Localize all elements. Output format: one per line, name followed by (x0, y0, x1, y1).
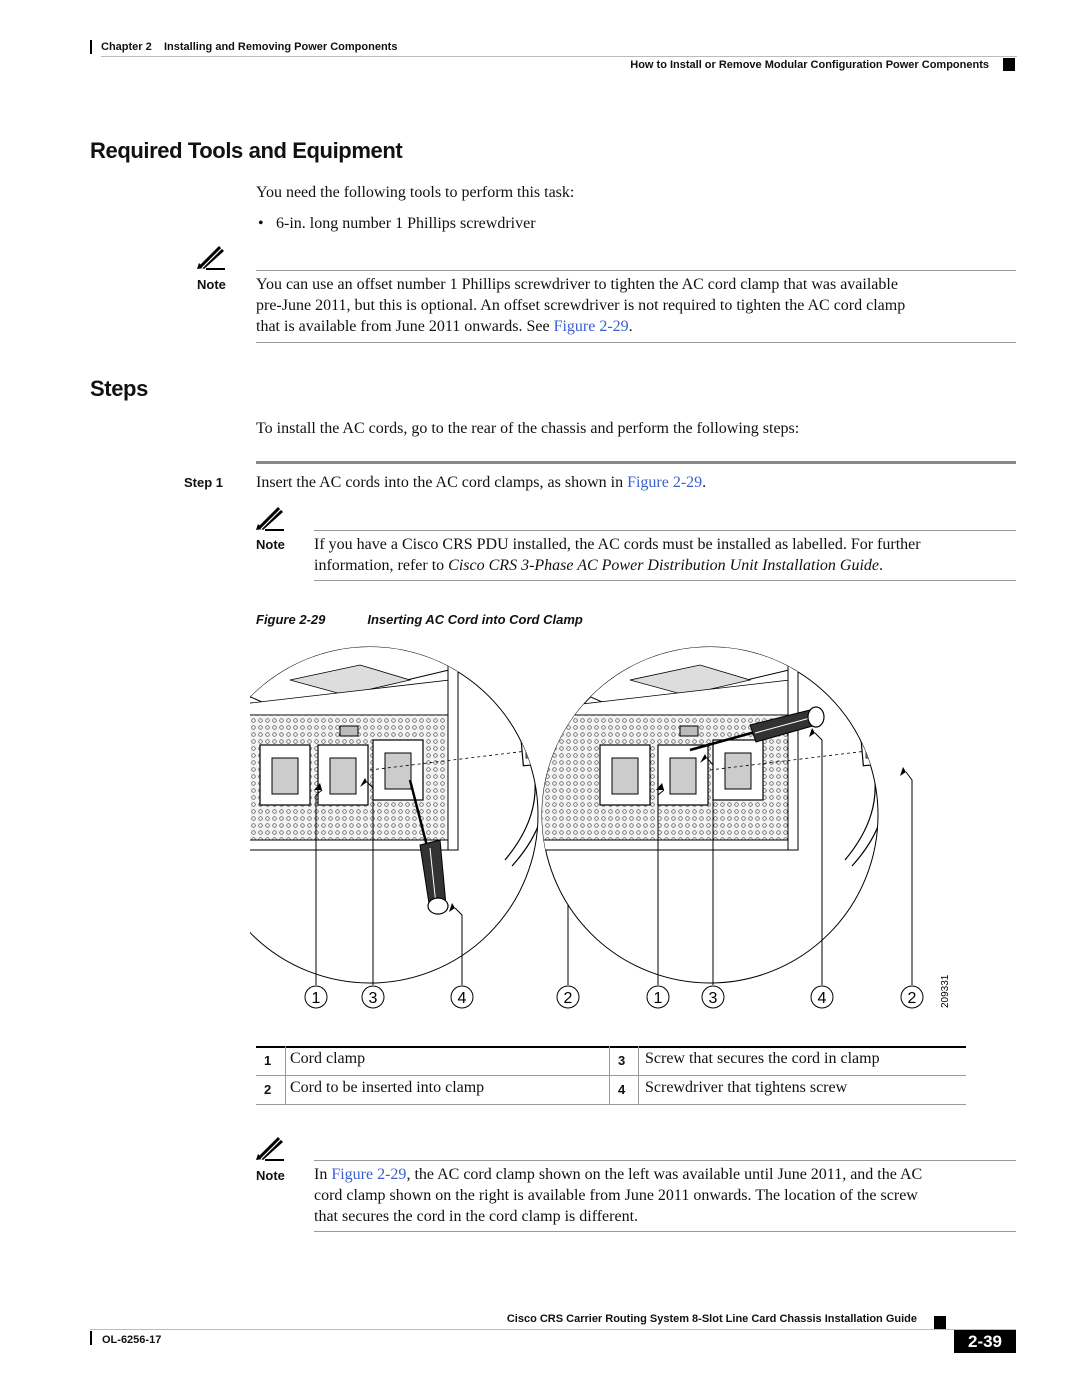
steps-intro: To install the AC cords, go to the rear of the chassis and perform the following steps: (256, 420, 800, 437)
note3-bottom-rule (314, 1231, 1016, 1232)
note3-top-rule (314, 1160, 1016, 1161)
figure-illustration (250, 640, 970, 1025)
note3-text (314, 1164, 1016, 1227)
header-chapter (101, 41, 397, 53)
legend-text: Screw that secures the cord in clamp (645, 1050, 880, 1067)
step1-label: Step 1 (184, 475, 224, 490)
header-section: How to Install or Remove Modular Configuration Power Components (630, 59, 989, 71)
figure-title: Inserting AC Cord into Cord Clamp (367, 612, 583, 627)
left-detail-view (250, 640, 568, 985)
callout-3: 3 (708, 990, 718, 1007)
note1-top-rule (256, 270, 1016, 271)
step1-top-rule (256, 461, 1016, 464)
callout-2: 2 (563, 990, 573, 1007)
note2-text (314, 534, 1016, 576)
legend-num: 2 (264, 1082, 272, 1097)
guide-title-italic: Cisco CRS 3-Phase AC Power Distribution Unit Installation Guide (448, 557, 879, 574)
header-square (1003, 58, 1015, 71)
legend-top-rule (256, 1046, 966, 1048)
chapter-number: Chapter 2 (101, 41, 152, 53)
legend-num: 1 (264, 1053, 272, 1068)
note1-line3: that is available from June 2011 onwards. See Figure 2-29. (256, 318, 633, 335)
note3-line1: In Figure 2-29, the AC cord clamp shown on the left was available until June 2011, and the AC (314, 1166, 923, 1183)
step1-text: Insert the AC cords into the AC cord clamps, as shown in Figure 2-29. (256, 474, 707, 491)
bullet-text: 6-in. long number 1 Phillips screwdriver (276, 215, 536, 232)
footer-doc-number: OL-6256-17 (102, 1334, 162, 1346)
callout-4: 4 (457, 990, 467, 1007)
legend-text: Screwdriver that tightens screw (645, 1079, 848, 1096)
footer-square (934, 1316, 946, 1329)
page-number: 2-39 (954, 1330, 1016, 1353)
figure-label: Figure 2-29 (256, 612, 326, 627)
figure-caption (256, 612, 583, 627)
note2-line2: information, refer to Cisco CRS 3-Phase AC Power Distribution Unit Installation Guide. (314, 557, 883, 574)
callout-1: 1 (311, 990, 321, 1007)
tools-bullet-item (258, 213, 536, 234)
callout-1: 1 (653, 990, 663, 1007)
figure-link[interactable]: Figure 2-29 (627, 474, 703, 491)
legend-text: Cord clamp (290, 1050, 366, 1067)
legend-num: 3 (618, 1053, 626, 1068)
callout-2: 2 (907, 990, 917, 1007)
figure-link[interactable]: Figure 2-29 (331, 1166, 407, 1183)
footer-rule (90, 1329, 1016, 1330)
legend-num: 4 (618, 1082, 626, 1097)
header-rule (101, 56, 1017, 57)
footer-left-bar (90, 1331, 92, 1345)
chapter-title: Installing and Removing Power Components (163, 41, 398, 53)
right-detail-view (530, 640, 912, 985)
note2-label: Note (256, 537, 285, 552)
bullet-dot: • (258, 215, 264, 232)
footer-guide-title: Cisco CRS Carrier Routing System 8-Slot Line Card Chassis Installation Guide (506, 1313, 917, 1325)
legend-bottom-rule (256, 1104, 966, 1105)
note2-bottom-rule (314, 580, 1016, 581)
figure-link[interactable]: Figure 2-29 (553, 318, 629, 335)
note2-line1: If you have a Cisco CRS PDU installed, the AC cords must be installed as labelled. For further (314, 536, 921, 553)
tools-intro: You need the following tools to perform this task: (256, 184, 575, 201)
callout-4: 4 (817, 990, 827, 1007)
note3-label: Note (256, 1168, 285, 1183)
cord-clamp-diagram (250, 640, 970, 1020)
note1-line1: You can use an offset number 1 Phillips screwdriver to tighten the AC cord clamp that was available (256, 276, 898, 293)
legend-row-rule (256, 1075, 966, 1076)
note3-line2: cord clamp shown on the right is available from June 2011 onwards. The location of the screw (314, 1187, 918, 1204)
note2-top-rule (314, 530, 1016, 531)
section-heading-tools: Required Tools and Equipment (90, 138, 403, 163)
note1-label: Note (197, 277, 226, 292)
note1-bottom-rule (256, 342, 1016, 343)
note1-line2: pre-June 2011, but this is optional. An offset screwdriver is not required to tighten the AC cord clamp (256, 297, 906, 314)
callout-3: 3 (368, 990, 378, 1007)
note3-line3: that secures the cord in the cord clamp is different. (314, 1208, 639, 1225)
note1-text (256, 274, 1016, 337)
note-pencil-icon (196, 242, 226, 275)
figure-id: 209331 (940, 974, 951, 1008)
callouts-right (647, 986, 923, 1008)
header-left-bar (90, 40, 92, 54)
callouts-left (305, 986, 579, 1008)
note-pencil-icon (255, 503, 285, 536)
section-heading-steps: Steps (90, 376, 148, 401)
legend-text: Cord to be inserted into clamp (290, 1079, 485, 1096)
note-pencil-icon (255, 1133, 285, 1166)
